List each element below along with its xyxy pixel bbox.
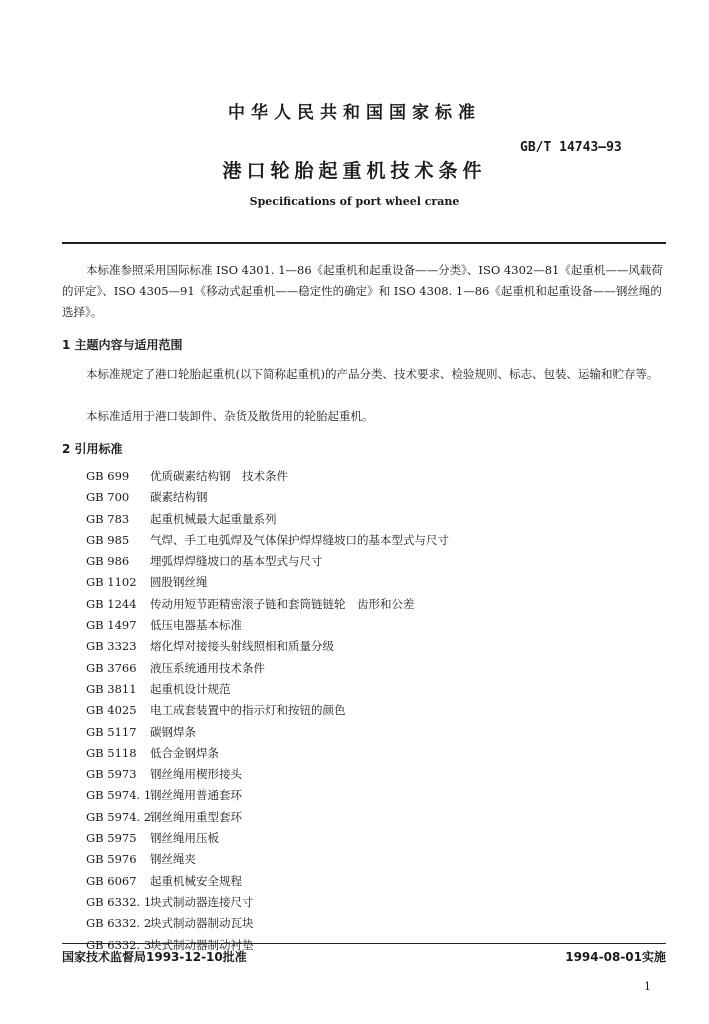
reference-item xyxy=(86,530,646,551)
reference-code: GB 5117 xyxy=(86,724,137,739)
reference-code: GB 1102 xyxy=(86,575,137,590)
reference-code: GB 5975 xyxy=(86,831,137,846)
reference-code: GB 783 xyxy=(86,511,130,526)
reference-code: GB 6332. 2 xyxy=(86,916,152,931)
reference-title: 优质碳素结构钢 技术条件 xyxy=(150,469,288,483)
reference-title: 液压系统通用技术条件 xyxy=(150,660,265,675)
reference-item xyxy=(86,466,646,487)
reference-title: 钢丝绳夹 xyxy=(150,852,196,867)
reference-title: 埋弧焊焊缝坡口的基本型式与尺寸 xyxy=(150,554,323,569)
reference-title: 碳素结构钢 xyxy=(150,490,208,505)
effective-date: 1994-08-01实施 xyxy=(565,950,666,964)
reference-item xyxy=(86,785,646,806)
reference-title: 钢丝绳用普通套环 xyxy=(150,788,242,803)
reference-item xyxy=(86,658,646,679)
intro-paragraph: 本标准参照采用国际标准 ISO 4301. 1—86《起重机和起重设备——分类》、ISO 4302—81《起重机——风载荷的评定》、ISO 4305—91《移动式起重机——稳定性的确定》和 ISO 4308. 1—86《起重机和起重设备——钢丝绳的选择》。 xyxy=(62,263,663,319)
english-title: Specifications of port wheel crane xyxy=(249,195,460,208)
reference-item xyxy=(86,871,646,892)
reference-item xyxy=(86,636,646,657)
reference-code: GB 1497 xyxy=(86,618,137,633)
reference-item xyxy=(86,572,646,593)
reference-item xyxy=(86,700,646,721)
document-title: 港口轮胎起重机技术条件 xyxy=(222,160,487,182)
reference-item xyxy=(86,594,646,615)
reference-code: GB 5118 xyxy=(86,745,137,760)
section-1-paragraph-2: 本标准适用于港口装卸件、杂货及散货用的轮胎起重机。 xyxy=(86,409,374,423)
reference-code: GB 5976 xyxy=(86,852,137,867)
reference-item xyxy=(86,892,646,913)
reference-title: 低合金钢焊条 xyxy=(150,745,219,760)
section-1-heading: 1 主题内容与适用范围 xyxy=(62,338,183,352)
reference-item xyxy=(86,807,646,828)
reference-title: 起重机设计规范 xyxy=(150,681,231,696)
reference-code: GB 3811 xyxy=(86,681,137,696)
reference-item xyxy=(86,913,646,934)
reference-title: 起重机械安全规程 xyxy=(150,873,242,888)
section-1-paragraph-1: 本标准规定了港口轮胎起重机(以下简称起重机)的产品分类、技术要求、检验规则、标志、包装、运输和贮存等。 xyxy=(86,367,659,381)
reference-code: GB 5973 xyxy=(86,767,137,782)
reference-code: GB 700 xyxy=(86,490,130,505)
reference-title: 圆股钢丝绳 xyxy=(150,575,208,590)
reference-title: 钢丝绳用压板 xyxy=(150,831,219,846)
referenced-standards-list xyxy=(86,466,646,956)
reference-title: 钢丝绳用楔形接头 xyxy=(150,767,242,782)
reference-code: GB 6332. 1 xyxy=(86,894,152,909)
reference-item xyxy=(86,828,646,849)
reference-code: GB 699 xyxy=(86,469,130,483)
standard-code: GB/T 14743—93 xyxy=(520,140,622,155)
reference-title: 传动用短节距精密滚子链和套筒链链轮 齿形和公差 xyxy=(150,596,415,611)
reference-item xyxy=(86,487,646,508)
header-rule xyxy=(62,242,666,244)
reference-item xyxy=(86,722,646,743)
reference-code: GB 6067 xyxy=(86,873,137,888)
reference-code: GB 5974. 2 xyxy=(86,809,152,824)
approval-date: 国家技术监督局1993-12-10批准 xyxy=(62,950,247,964)
reference-code: GB 986 xyxy=(86,554,130,569)
reference-code: GB 3766 xyxy=(86,660,137,675)
reference-title: 熔化焊对接接头射线照相和质量分级 xyxy=(150,639,334,654)
reference-code: GB 4025 xyxy=(86,703,137,718)
reference-title: 气焊、手工电弧焊及气体保护焊焊缝坡口的基本型式与尺寸 xyxy=(150,532,449,547)
reference-title: 块式制动器制动瓦块 xyxy=(150,916,254,931)
reference-code: GB 6332. 3 xyxy=(86,937,152,952)
section-2-heading: 2 引用标准 xyxy=(62,442,123,456)
reference-item xyxy=(86,764,646,785)
reference-title: 块式制动器连接尺寸 xyxy=(150,894,254,909)
reference-item xyxy=(86,679,646,700)
reference-item xyxy=(86,509,646,530)
reference-item xyxy=(86,743,646,764)
page-number: 1 xyxy=(644,980,651,993)
reference-code: GB 985 xyxy=(86,532,130,547)
footer-rule xyxy=(62,943,666,944)
reference-title: 低压电器基本标准 xyxy=(150,618,242,633)
reference-code: GB 1244 xyxy=(86,596,137,611)
reference-item xyxy=(86,551,646,572)
reference-item xyxy=(86,849,646,870)
reference-title: 碳钢焊条 xyxy=(150,724,196,739)
reference-code: GB 3323 xyxy=(86,639,137,654)
country-standard-heading: 中华人民共和国国家标准 xyxy=(228,103,481,123)
reference-title: 电工成套装置中的指示灯和按钮的颜色 xyxy=(150,703,346,718)
reference-title: 钢丝绳用重型套环 xyxy=(150,809,242,824)
reference-code: GB 5974. 1 xyxy=(86,788,152,803)
reference-item xyxy=(86,615,646,636)
reference-title: 起重机械最大起重量系列 xyxy=(150,511,277,526)
reference-title: 块式制动器制动衬垫 xyxy=(150,937,254,952)
